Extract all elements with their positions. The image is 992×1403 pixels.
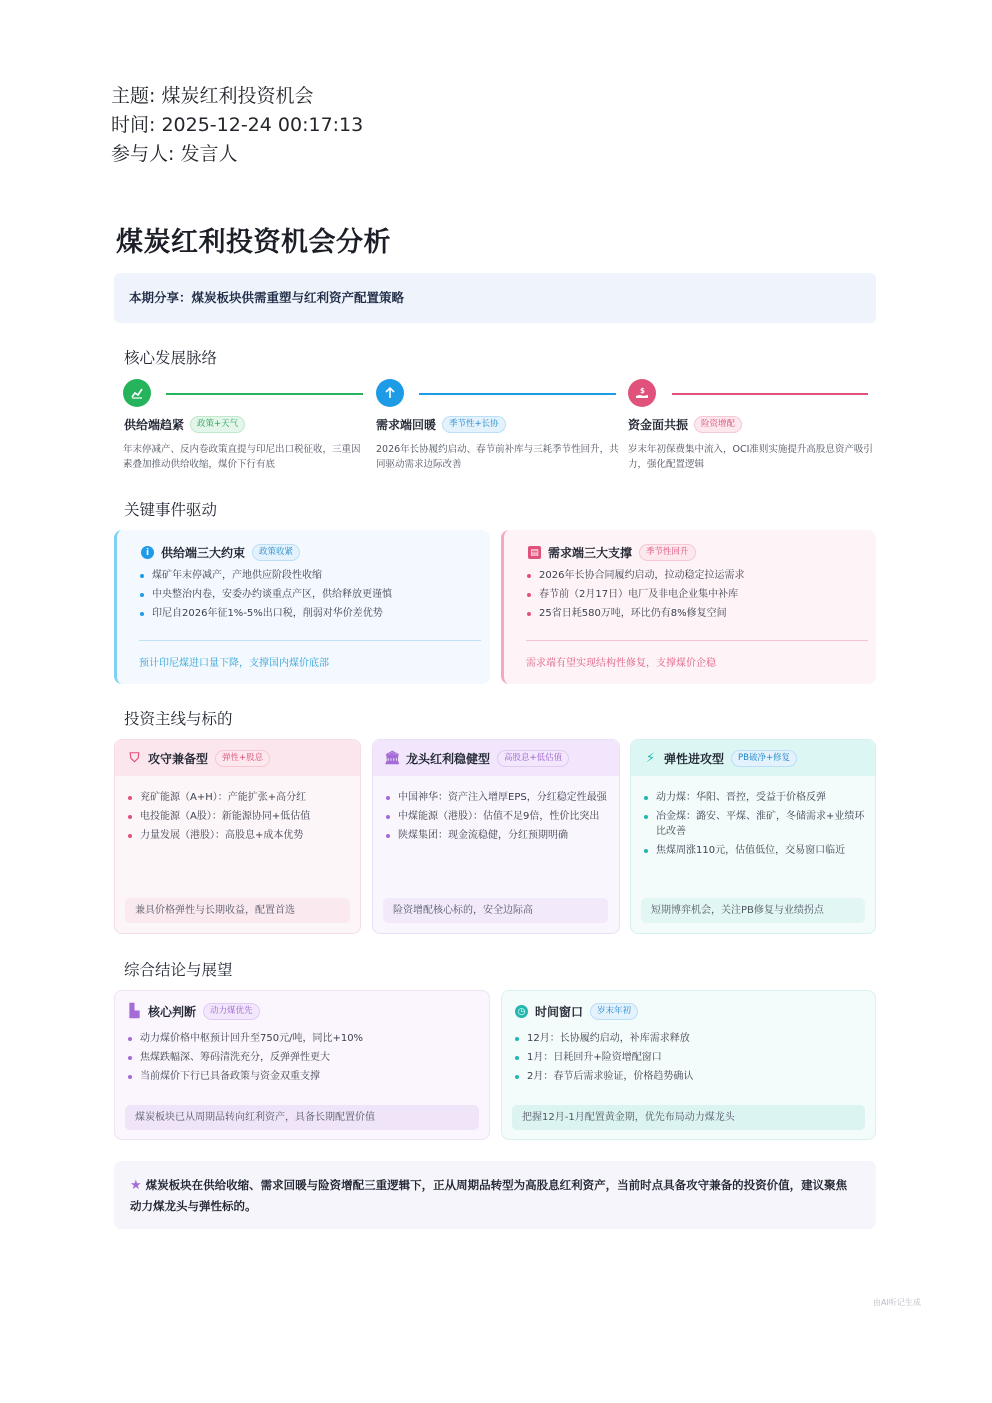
supply-card-list bbox=[139, 568, 479, 625]
list-item: 印尼自2026年征1%-5%出口税，削弱对华价差优势 bbox=[139, 606, 479, 621]
card-tag: PB破净+修复 bbox=[731, 750, 797, 767]
card-note: 短期博弈机会，关注PB修复与业绩拐点 bbox=[641, 898, 865, 923]
list-item: 2月：春节后需求验证，价格趋势确认 bbox=[514, 1069, 864, 1084]
list-item: 电投能源（A股）：新能源协同+低估值 bbox=[127, 809, 349, 824]
list-item: 煤矿年末停减产，产地供应阶段性收缩 bbox=[139, 568, 479, 583]
window-card-tag: 岁末年初 bbox=[590, 1003, 638, 1020]
invest-card-offense bbox=[630, 739, 876, 934]
divider bbox=[526, 640, 868, 641]
card-title: 龙头红利稳健型 bbox=[406, 752, 491, 766]
card-tag: 弹性+股息 bbox=[215, 750, 270, 767]
judge-card-note: 煤炭板块已从周期品转向红利资产，具备长期配置价值 bbox=[125, 1105, 479, 1130]
demand-card-header bbox=[528, 544, 696, 561]
star-icon: ★ bbox=[130, 1178, 142, 1193]
list-item: 冶金煤：潞安、平煤、淮矿，冬储需求+业绩环比改善 bbox=[643, 809, 865, 839]
timeline-desc-funds: 岁末年初保费集中流入，OCI准则实施提升高股息资产吸引力，强化配置逻辑 bbox=[628, 444, 873, 470]
invest-card-balanced bbox=[114, 739, 361, 934]
svg-text:$: $ bbox=[640, 387, 645, 395]
section-heading-events: 关键事件驱动 bbox=[124, 501, 218, 519]
card-header bbox=[386, 750, 569, 767]
timeline-line-2 bbox=[419, 393, 616, 395]
card-note: 兼具价格弹性与长期收益，配置首选 bbox=[125, 898, 350, 923]
section-heading-invest: 投资主线与标的 bbox=[124, 710, 233, 728]
judge-card-list bbox=[127, 1031, 477, 1088]
timeline-desc-demand: 2026年长协履约启动、春节前补库与三耗季节性回升，共同驱动需求边际改善 bbox=[376, 444, 619, 470]
window-card-list bbox=[514, 1031, 864, 1088]
timeline-item-funds bbox=[628, 416, 742, 433]
meta-participants: 参与人: 发言人 bbox=[111, 143, 238, 165]
calendar-icon: ▤ bbox=[528, 546, 541, 559]
clock-icon: ◷ bbox=[515, 1005, 528, 1018]
card-tag: 高股息+低估值 bbox=[497, 750, 569, 767]
supply-card-note: 预计印尼煤进口量下降，支撑国内煤价底部 bbox=[139, 658, 329, 669]
judge-card bbox=[114, 990, 490, 1140]
timeline-tag: 险资增配 bbox=[694, 416, 742, 433]
supply-card-tag: 政策收紧 bbox=[252, 544, 300, 561]
list-item: 1月：日耗回升+险资增配窗口 bbox=[514, 1050, 864, 1065]
timeline-item-demand bbox=[376, 416, 506, 433]
arrow-up-icon bbox=[376, 379, 404, 407]
window-card-title: 时间窗口 bbox=[535, 1005, 584, 1019]
card-header bbox=[644, 750, 797, 767]
card-note: 险资增配核心标的，安全边际高 bbox=[383, 898, 608, 923]
judge-card-title: 核心判断 bbox=[148, 1005, 197, 1019]
supply-card bbox=[114, 530, 490, 684]
demand-card-title: 需求端三大支撑 bbox=[548, 546, 633, 560]
timeline-line-3 bbox=[672, 393, 868, 395]
card-title: 攻守兼备型 bbox=[148, 752, 209, 766]
card-header bbox=[128, 750, 270, 767]
list-item: 中国神华：资产注入增厚EPS，分红稳定性最强 bbox=[385, 790, 609, 805]
window-card bbox=[501, 990, 876, 1140]
timeline-line-1 bbox=[166, 393, 363, 395]
footer-note: 由AI听记生成 bbox=[873, 1298, 921, 1307]
list-item: 当前煤价下行已具备政策与资金双重支撑 bbox=[127, 1069, 477, 1084]
timeline-tag: 政策+天气 bbox=[190, 416, 245, 433]
judge-card-header bbox=[128, 1003, 260, 1020]
bar-chart-icon: ▙ bbox=[129, 1004, 140, 1019]
divider bbox=[139, 640, 481, 641]
invest-card-dividend bbox=[372, 739, 620, 934]
final-summary-text: 煤炭板块在供给收缩、需求回暖与险资增配三重逻辑下，正从周期品转型为高股息红利资产，当前时点具备攻守兼备的投资价值，建议聚焦动力煤龙头与弹性标的。 bbox=[130, 1178, 848, 1213]
list-item: 兖矿能源（A+H）：产能扩张+高分红 bbox=[127, 790, 349, 805]
timeline-label: 资金面共振 bbox=[628, 418, 689, 432]
timeline-label: 供给端趋紧 bbox=[124, 418, 185, 432]
list-item: 焦煤周涨110元，估值低位，交易窗口临近 bbox=[643, 843, 865, 858]
chart-line-icon bbox=[123, 379, 151, 407]
section-heading-conclusion: 综合结论与展望 bbox=[124, 961, 233, 979]
supply-card-title: 供给端三大约束 bbox=[161, 546, 246, 560]
section-heading-timeline: 核心发展脉络 bbox=[124, 349, 218, 367]
demand-card-note: 需求端有望实现结构性修复，支撑煤价企稳 bbox=[526, 658, 716, 669]
window-card-header bbox=[515, 1003, 638, 1020]
card-list bbox=[385, 790, 609, 847]
list-item: 力量发展（港股）：高股息+成本优势 bbox=[127, 828, 349, 843]
timeline-tag: 季节性+长协 bbox=[442, 416, 506, 433]
demand-card-tag: 季节性回升 bbox=[639, 544, 696, 561]
window-card-note: 把握12月-1月配置黄金期，优先布局动力煤龙头 bbox=[512, 1105, 865, 1130]
list-item: 中央整治内卷，安委办约谈重点产区，供给释放更谨慎 bbox=[139, 587, 479, 602]
final-summary bbox=[114, 1161, 876, 1229]
money-hand-icon bbox=[628, 379, 656, 407]
list-item: 春节前（2月17日）电厂及非电企业集中补库 bbox=[526, 587, 866, 602]
shield-icon: ⛉ bbox=[129, 751, 140, 766]
page-title: 煤炭红利投资机会分析 bbox=[116, 227, 391, 258]
list-item: 中煤能源（港股）：估值不足9倍，性价比突出 bbox=[385, 809, 609, 824]
supply-card-header bbox=[141, 544, 300, 561]
timeline-desc-supply: 年末停减产、反内卷政策直提与印尼出口税征收，三重因素叠加推动供给收缩，煤价下行有底 bbox=[123, 444, 361, 470]
list-item: 动力煤价格中枢预计回升至750元/吨，同比+10% bbox=[127, 1031, 477, 1046]
meta-block bbox=[111, 82, 363, 169]
demand-card-list bbox=[526, 568, 866, 625]
list-item: 2026年长协合同履约启动，拉动稳定拉运需求 bbox=[526, 568, 866, 583]
demand-card bbox=[501, 530, 876, 684]
card-list bbox=[127, 790, 349, 847]
judge-card-tag: 动力煤优先 bbox=[203, 1003, 260, 1020]
intro-banner: 本期分享：煤炭板块供需重塑与红利资产配置策略 bbox=[114, 273, 876, 323]
meta-topic: 主题: 煤炭红利投资机会 bbox=[111, 85, 314, 107]
bank-icon: 🏛 bbox=[384, 751, 401, 766]
list-item: 焦煤跌幅深、筹码清洗充分，反弹弹性更大 bbox=[127, 1050, 477, 1065]
meta-time: 时间: 2025-12-24 00:17:13 bbox=[111, 114, 364, 136]
lightning-icon: ⚡ bbox=[645, 751, 656, 766]
card-list bbox=[643, 790, 865, 862]
timeline-item-supply bbox=[124, 416, 245, 433]
list-item: 25省日耗580万吨，环比仍有8%修复空间 bbox=[526, 606, 866, 621]
timeline-label: 需求端回暖 bbox=[376, 418, 437, 432]
list-item: 动力煤：华阳、晋控，受益于价格反弹 bbox=[643, 790, 865, 805]
info-icon: i bbox=[141, 546, 154, 559]
card-title: 弹性进攻型 bbox=[664, 752, 725, 766]
list-item: 陕煤集团：现金流稳健，分红预期明确 bbox=[385, 828, 609, 843]
list-item: 12月：长协履约启动，补库需求释放 bbox=[514, 1031, 864, 1046]
